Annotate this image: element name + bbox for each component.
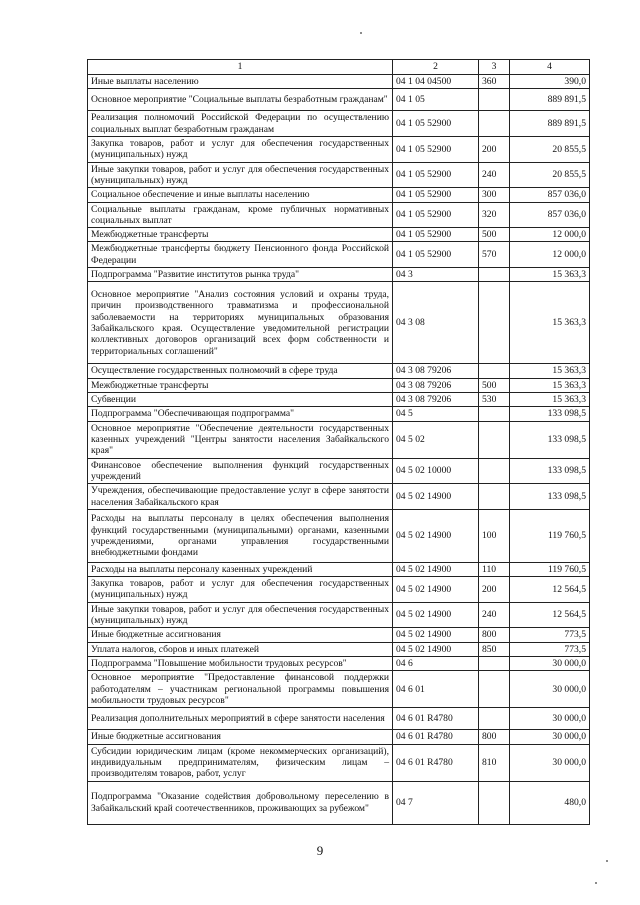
row-sum-cell: 390,0 — [510, 75, 590, 89]
row-name-cell: Основное мероприятие "Анализ состояния условий и охраны труда, причин производственного травматизма и профессиональной заболеваемости на территориях муниципальных образования Забайкальского края. Осуществление уведомительной регистрации коллективных договоров организаций всех форм собственности и территориальных соглашений" — [88, 282, 393, 364]
row-vr-cell: 200 — [479, 136, 510, 162]
row-code-cell: 04 7 — [393, 781, 479, 824]
row-name-cell: Закупка товаров, работ и услуг для обеспечения государственных (муниципальных) нужд — [88, 577, 393, 603]
row-vr-cell: 800 — [479, 730, 510, 744]
row-code-cell: 04 1 05 52900 — [393, 188, 479, 202]
row-vr-cell: 500 — [479, 378, 510, 392]
row-sum-cell: 133 098,5 — [510, 458, 590, 484]
row-code-cell: 04 1 05 52900 — [393, 202, 479, 228]
row-code-cell: 04 5 — [393, 407, 479, 421]
row-sum-cell: 119 760,5 — [510, 562, 590, 576]
row-code-cell: 04 6 01 R4780 — [393, 744, 479, 781]
table-row — [88, 393, 590, 407]
row-sum-cell: 20 855,5 — [510, 136, 590, 162]
column-header: 4 — [510, 60, 590, 75]
row-vr-cell: 360 — [479, 75, 510, 89]
row-vr-cell: 570 — [479, 242, 510, 268]
row-sum-cell: 480,0 — [510, 781, 590, 824]
row-vr-cell: 200 — [479, 577, 510, 603]
row-name-cell: Расходы на выплаты персоналу в целях обеспечения выполнения функций государственными (муниципальными) органами, казенными учреждениями, органами управления государственными внебюджетными фондами — [88, 509, 393, 562]
table-row — [88, 744, 590, 781]
row-sum-cell: 119 760,5 — [510, 509, 590, 562]
row-vr-cell: 320 — [479, 202, 510, 228]
column-header: 3 — [479, 60, 510, 75]
budget-table — [87, 59, 590, 825]
row-sum-cell: 30 000,0 — [510, 730, 590, 744]
row-name-cell: Межбюджетные трансферты — [88, 378, 393, 392]
row-code-cell: 04 1 04 04500 — [393, 75, 479, 89]
row-sum-cell: 773,5 — [510, 642, 590, 656]
row-name-cell: Реализация полномочий Российской Федерации по осуществлению социальных выплат безработным гражданам — [88, 111, 393, 137]
row-code-cell: 04 6 — [393, 657, 479, 671]
table-row — [88, 378, 590, 392]
row-name-cell: Социальные выплаты гражданам, кроме публичных нормативных социальных выплат — [88, 202, 393, 228]
table-row — [88, 202, 590, 228]
row-name-cell: Подпрограмма "Оказание содействия добровольному переселению в Забайкальский край соотечественников, проживающих за рубежом" — [88, 781, 393, 824]
row-name-cell: Иные закупки товаров, работ и услуг для обеспечения государственных (муниципальных) нужд — [88, 602, 393, 628]
row-code-cell: 04 5 02 14900 — [393, 562, 479, 576]
row-name-cell: Иные закупки товаров, работ и услуг для обеспечения государственных (муниципальных) нужд — [88, 162, 393, 188]
row-sum-cell: 773,5 — [510, 628, 590, 642]
row-name-cell: Осуществление государственных полномочий в сфере труда — [88, 364, 393, 378]
row-sum-cell: 15 363,3 — [510, 364, 590, 378]
row-sum-cell: 15 363,3 — [510, 268, 590, 282]
row-sum-cell: 30 000,0 — [510, 744, 590, 781]
table-row — [88, 708, 590, 730]
row-name-cell: Субсидии юридическим лицам (кроме некоммерческих организаций), индивидуальным предпринимателям, физическим лицам – производителям товаров, работ, услуг — [88, 744, 393, 781]
row-vr-cell — [479, 364, 510, 378]
scan-speck — [606, 860, 608, 862]
row-vr-cell: 300 — [479, 188, 510, 202]
row-code-cell: 04 5 02 14900 — [393, 602, 479, 628]
row-code-cell: 04 5 02 10000 — [393, 458, 479, 484]
table-row — [88, 188, 590, 202]
scan-speck — [360, 32, 362, 34]
row-code-cell: 04 1 05 52900 — [393, 111, 479, 137]
row-sum-cell: 12 000,0 — [510, 228, 590, 242]
row-code-cell: 04 3 08 — [393, 282, 479, 364]
row-sum-cell: 133 098,5 — [510, 407, 590, 421]
row-code-cell: 04 1 05 — [393, 89, 479, 111]
row-name-cell: Иные выплаты населению — [88, 75, 393, 89]
row-sum-cell: 12 000,0 — [510, 242, 590, 268]
row-name-cell: Иные бюджетные ассигнования — [88, 628, 393, 642]
row-vr-cell: 100 — [479, 509, 510, 562]
row-vr-cell: 800 — [479, 628, 510, 642]
table-row — [88, 484, 590, 510]
table-row — [88, 602, 590, 628]
row-sum-cell: 15 363,3 — [510, 378, 590, 392]
row-sum-cell: 133 098,5 — [510, 421, 590, 458]
row-code-cell: 04 5 02 14900 — [393, 484, 479, 510]
row-vr-cell — [479, 781, 510, 824]
row-code-cell: 04 3 — [393, 268, 479, 282]
row-name-cell: Подпрограмма "Обеспечивающая подпрограмма" — [88, 407, 393, 421]
table-row — [88, 730, 590, 744]
row-vr-cell: 810 — [479, 744, 510, 781]
row-sum-cell: 889 891,5 — [510, 89, 590, 111]
row-vr-cell — [479, 657, 510, 671]
row-sum-cell: 12 564,5 — [510, 602, 590, 628]
row-sum-cell: 30 000,0 — [510, 671, 590, 708]
row-name-cell: Уплата налогов, сборов и иных платежей — [88, 642, 393, 656]
row-code-cell: 04 6 01 R4780 — [393, 730, 479, 744]
row-vr-cell — [479, 458, 510, 484]
row-sum-cell: 20 855,5 — [510, 162, 590, 188]
row-sum-cell: 30 000,0 — [510, 708, 590, 730]
row-code-cell: 04 6 01 R4780 — [393, 708, 479, 730]
table-row — [88, 407, 590, 421]
row-vr-cell — [479, 268, 510, 282]
table-row — [88, 364, 590, 378]
row-name-cell: Иные бюджетные ассигнования — [88, 730, 393, 744]
table-row — [88, 421, 590, 458]
table-row — [88, 671, 590, 708]
table-row — [88, 228, 590, 242]
row-name-cell: Подпрограмма "Развитие институтов рынка труда" — [88, 268, 393, 282]
table-row — [88, 642, 590, 656]
row-vr-cell — [479, 671, 510, 708]
row-name-cell: Межбюджетные трансферты — [88, 228, 393, 242]
row-name-cell: Основное мероприятие "Обеспечение деятельности государственных казенных учреждений "Центры занятости населения Забайкальского края" — [88, 421, 393, 458]
row-sum-cell: 857 036,0 — [510, 202, 590, 228]
row-vr-cell — [479, 407, 510, 421]
row-code-cell: 04 1 05 52900 — [393, 136, 479, 162]
row-code-cell: 04 5 02 — [393, 421, 479, 458]
row-vr-cell — [479, 708, 510, 730]
row-vr-cell: 530 — [479, 393, 510, 407]
row-name-cell: Основное мероприятие "Социальные выплаты безработным гражданам" — [88, 89, 393, 111]
row-vr-cell: 240 — [479, 602, 510, 628]
row-name-cell: Реализация дополнительных мероприятий в сфере занятости населения — [88, 708, 393, 730]
row-sum-cell: 30 000,0 — [510, 657, 590, 671]
row-code-cell: 04 5 02 14900 — [393, 577, 479, 603]
table-row — [88, 458, 590, 484]
row-name-cell: Закупка товаров, работ и услуг для обеспечения государственных (муниципальных) нужд — [88, 136, 393, 162]
row-name-cell: Социальное обеспечение и иные выплаты населению — [88, 188, 393, 202]
page-number: 9 — [316, 843, 324, 858]
row-name-cell: Расходы на выплаты персоналу казенных учреждений — [88, 562, 393, 576]
row-code-cell: 04 3 08 79206 — [393, 378, 479, 392]
table-row — [88, 136, 590, 162]
row-vr-cell — [479, 421, 510, 458]
row-code-cell: 04 5 02 14900 — [393, 628, 479, 642]
column-header: 2 — [393, 60, 479, 75]
table-header-row — [88, 60, 590, 75]
row-vr-cell: 500 — [479, 228, 510, 242]
table-row — [88, 577, 590, 603]
row-name-cell: Учреждения, обеспечивающие предоставление услуг в сфере занятости населения Забайкальского края — [88, 484, 393, 510]
row-code-cell: 04 5 02 14900 — [393, 509, 479, 562]
row-sum-cell: 133 098,5 — [510, 484, 590, 510]
row-vr-cell — [479, 484, 510, 510]
table-row — [88, 89, 590, 111]
row-name-cell: Межбюджетные трансферты бюджету Пенсионного фонда Российской Федерации — [88, 242, 393, 268]
table-row — [88, 282, 590, 364]
row-sum-cell: 12 564,5 — [510, 577, 590, 603]
table-row — [88, 242, 590, 268]
row-name-cell: Финансовое обеспечение выполнения функций государственных учреждений — [88, 458, 393, 484]
table-row — [88, 75, 590, 89]
row-code-cell: 04 3 08 79206 — [393, 364, 479, 378]
row-sum-cell: 889 891,5 — [510, 111, 590, 137]
column-header: 1 — [88, 60, 393, 75]
row-code-cell: 04 3 08 79206 — [393, 393, 479, 407]
row-name-cell: Основное мероприятие "Предоставление финансовой поддержки работодателям – участникам региональной программы повышения мобильности трудовых ресурсов" — [88, 671, 393, 708]
row-vr-cell: 240 — [479, 162, 510, 188]
row-code-cell: 04 5 02 14900 — [393, 642, 479, 656]
row-code-cell: 04 6 01 — [393, 671, 479, 708]
row-code-cell: 04 1 05 52900 — [393, 228, 479, 242]
row-vr-cell: 110 — [479, 562, 510, 576]
scan-speck — [595, 882, 597, 884]
table-row — [88, 509, 590, 562]
row-sum-cell: 15 363,3 — [510, 393, 590, 407]
row-vr-cell — [479, 111, 510, 137]
row-sum-cell: 15 363,3 — [510, 282, 590, 364]
table-row — [88, 781, 590, 824]
row-sum-cell: 857 036,0 — [510, 188, 590, 202]
row-name-cell: Субвенции — [88, 393, 393, 407]
row-vr-cell: 850 — [479, 642, 510, 656]
row-vr-cell — [479, 282, 510, 364]
table-row — [88, 162, 590, 188]
row-code-cell: 04 1 05 52900 — [393, 162, 479, 188]
table-row — [88, 657, 590, 671]
row-vr-cell — [479, 89, 510, 111]
row-name-cell: Подпрограмма "Повышение мобильности трудовых ресурсов" — [88, 657, 393, 671]
table-row — [88, 628, 590, 642]
table-row — [88, 562, 590, 576]
table-row — [88, 111, 590, 137]
table-row — [88, 268, 590, 282]
row-code-cell: 04 1 05 52900 — [393, 242, 479, 268]
